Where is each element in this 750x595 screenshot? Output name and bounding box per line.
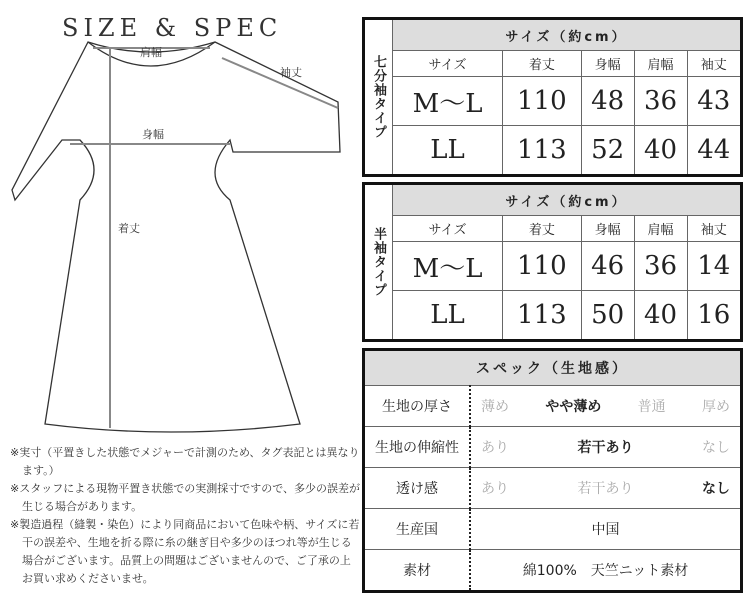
note: ※製造過程（縫製・染色）により同商品において色味や柄、サイズに若干の誤差や、生地を折る際に糸の継ぎ目や多少のほつれ等が生じる場合がございます。品質上の問題はございませんので、ご了承の上お買い求めくださいませ。 [10,518,360,585]
option-selected: 若干あり [577,440,634,456]
note: ※実寸（平置きした状態でメジャーで計測のため、タグ表記とは異なります。） [10,446,360,477]
spec-label: 生地の伸縮性 [364,427,471,468]
cell: 46 [581,242,634,291]
cell: LL [393,126,503,176]
cell: 36 [634,242,687,291]
note: ※スタッフによる現物平置き状態での実測採寸ですので、多少の誤差が生じる場合があります。 [10,482,360,513]
col-header: サイズ [393,51,503,77]
spec-label: 生産国 [364,509,471,550]
cell: 50 [581,291,634,341]
col-header: 肩幅 [634,51,687,77]
table-header: サイズ（約cm） [393,19,742,51]
cell: 48 [581,77,634,126]
cell: 16 [687,291,742,341]
table-header: サイズ（約cm） [393,184,742,216]
cell: 110 [503,242,582,291]
cell: 40 [634,126,687,176]
shoulder-label: 肩幅 [140,46,162,59]
option: なし [702,440,730,456]
cell: 110 [503,77,582,126]
spec-label: 生地の厚さ [364,386,471,427]
option: 薄め [481,399,509,415]
spec-row-stretch [364,427,742,468]
cell: 44 [687,126,742,176]
col-header: 着丈 [503,216,582,242]
page-title: SIZE & SPEC [62,14,283,42]
table-row [364,77,742,126]
cell: 113 [503,126,582,176]
col-header: 袖丈 [687,51,742,77]
col-header: 身幅 [581,51,634,77]
spec-header: スペック（生地感） [364,350,742,386]
col-header: 肩幅 [634,216,687,242]
spec-table [362,348,743,593]
spec-row-material [364,550,742,592]
cell: 52 [581,126,634,176]
spec-row-thickness [364,386,742,427]
option: 普通 [637,399,666,415]
spec-row-sheer [364,468,742,509]
spec-value: 綿100% 天竺ニット素材 [470,550,742,592]
option: 若干あり [577,481,634,497]
chest-label: 身幅 [142,128,164,141]
table-row [364,126,742,176]
cell: 36 [634,77,687,126]
dress-diagram [0,0,360,440]
type-label: 七分袖タイプ [364,19,393,176]
size-table-three-quarter [362,17,743,177]
table-row [364,242,742,291]
option-selected: なし [702,481,730,497]
sleeve-label: 袖丈 [280,66,302,79]
cell: M〜L [393,77,503,126]
col-header: 着丈 [503,51,582,77]
cell: 40 [634,291,687,341]
spec-label: 素材 [364,550,471,592]
length-label: 着丈 [118,222,140,235]
notes [10,444,360,588]
option-selected: やや薄め [545,399,602,415]
table-row [364,291,742,341]
cell: 113 [503,291,582,341]
col-header: サイズ [393,216,503,242]
option: 厚め [701,399,730,415]
size-table-short-sleeve [362,182,743,342]
type-label: 半袖タイプ [364,184,393,341]
col-header: 身幅 [581,216,634,242]
option: あり [481,481,509,497]
spec-label: 透け感 [364,468,471,509]
col-header: 袖丈 [687,216,742,242]
cell: LL [393,291,503,341]
option: あり [481,440,509,456]
cell: 43 [687,77,742,126]
cell: M〜L [393,242,503,291]
spec-row-origin [364,509,742,550]
cell: 14 [687,242,742,291]
spec-value: 中国 [470,509,742,550]
